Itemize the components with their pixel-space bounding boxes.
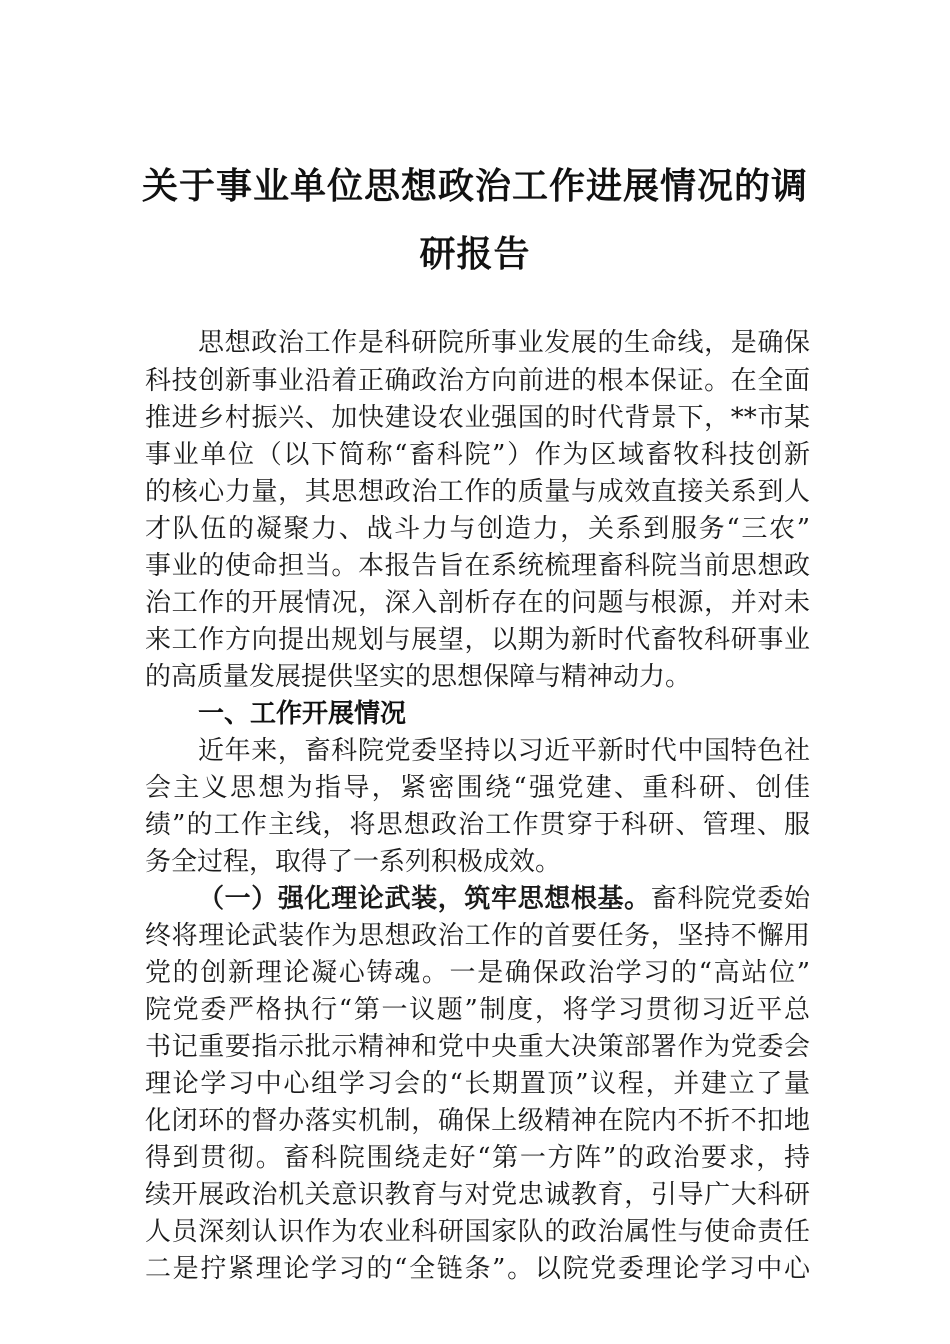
intro-line: 科技创新事业沿着正确政治方向前进的根本保证。在全面 — [145, 366, 810, 396]
subsection1-line: 书记重要指示批示精神和党中央重大决策部署作为党委会 — [145, 1032, 810, 1062]
subsection1-line: 人员深刻认识作为农业科研国家队的政治属性与使命责任 — [145, 1217, 810, 1247]
subsection1-line: 续开展政治机关意识教育与对党忠诚教育，引导广大科研 — [145, 1180, 810, 1210]
section1-line: 绩”的工作主线，将思想政治工作贯穿于科研、管理、服 — [145, 810, 810, 840]
subsection1-line: 二是拧紧理论学习的“全链条”。以院党委理论学习中心 — [145, 1254, 810, 1284]
subsection1-line: 党的创新理论凝心铸魂。一是确保政治学习的“高站位” — [145, 958, 810, 988]
subsection1-line: 终将理论武装作为思想政治工作的首要任务，坚持不懈用 — [145, 921, 810, 951]
subsection1-line: 院党委严格执行“第一议题”制度，将学习贯彻习近平总 — [145, 995, 810, 1025]
intro-line: 的高质量发展提供坚实的思想保障与精神动力。 — [145, 662, 692, 692]
intro-line: 事业单位（以下简称“畜科院”）作为区域畜牧科技创新 — [145, 440, 810, 470]
section-heading: 一、工作开展情况 — [198, 699, 407, 729]
subsection-lead: （一）强化理论武装，筑牢思想根基。 — [198, 884, 651, 914]
intro-line: 才队伍的凝聚力、战斗力与创造力，关系到服务“三农” — [145, 514, 810, 544]
intro-line: 治工作的开展情况，深入剖析存在的问题与根源，并对未 — [145, 588, 810, 618]
section1-line: 务全过程，取得了一系列积极成效。 — [145, 847, 562, 877]
subsection1-line: 化闭环的督办落实机制，确保上级精神在院内不折不扣地 — [145, 1106, 810, 1136]
subsection1-line: 得到贯彻。畜科院围绕走好“第一方阵”的政治要求，持 — [145, 1143, 810, 1173]
document-title-line-1: 关于事业单位思想政治工作进展情况的调 — [141, 166, 808, 207]
document-title-line-2: 研报告 — [419, 234, 531, 275]
intro-line: 思想政治工作是科研院所事业发展的生命线，是确保 — [198, 328, 810, 358]
intro-line: 来工作方向提出规划与展望，以期为新时代畜牧科研事业 — [145, 625, 810, 655]
subsection1-first-rest: 畜科院党委始 — [650, 884, 810, 914]
intro-line: 事业的使命担当。本报告旨在系统梳理畜科院当前思想政 — [145, 551, 810, 581]
intro-line: 的核心力量，其思想政治工作的质量与成效直接关系到人 — [145, 477, 810, 507]
section1-line: 会主义思想为指导，紧密围绕“强党建、重科研、创佳 — [145, 773, 810, 803]
intro-line: 推进乡村振兴、加快建设农业强国的时代背景下，**市某 — [145, 403, 810, 433]
subsection1-line: 理论学习中心组学习会的“长期置顶”议程，并建立了量 — [145, 1069, 810, 1099]
subsection1-first-line — [198, 882, 810, 916]
section1-line: 近年来，畜科院党委坚持以习近平新时代中国特色社 — [198, 736, 810, 766]
